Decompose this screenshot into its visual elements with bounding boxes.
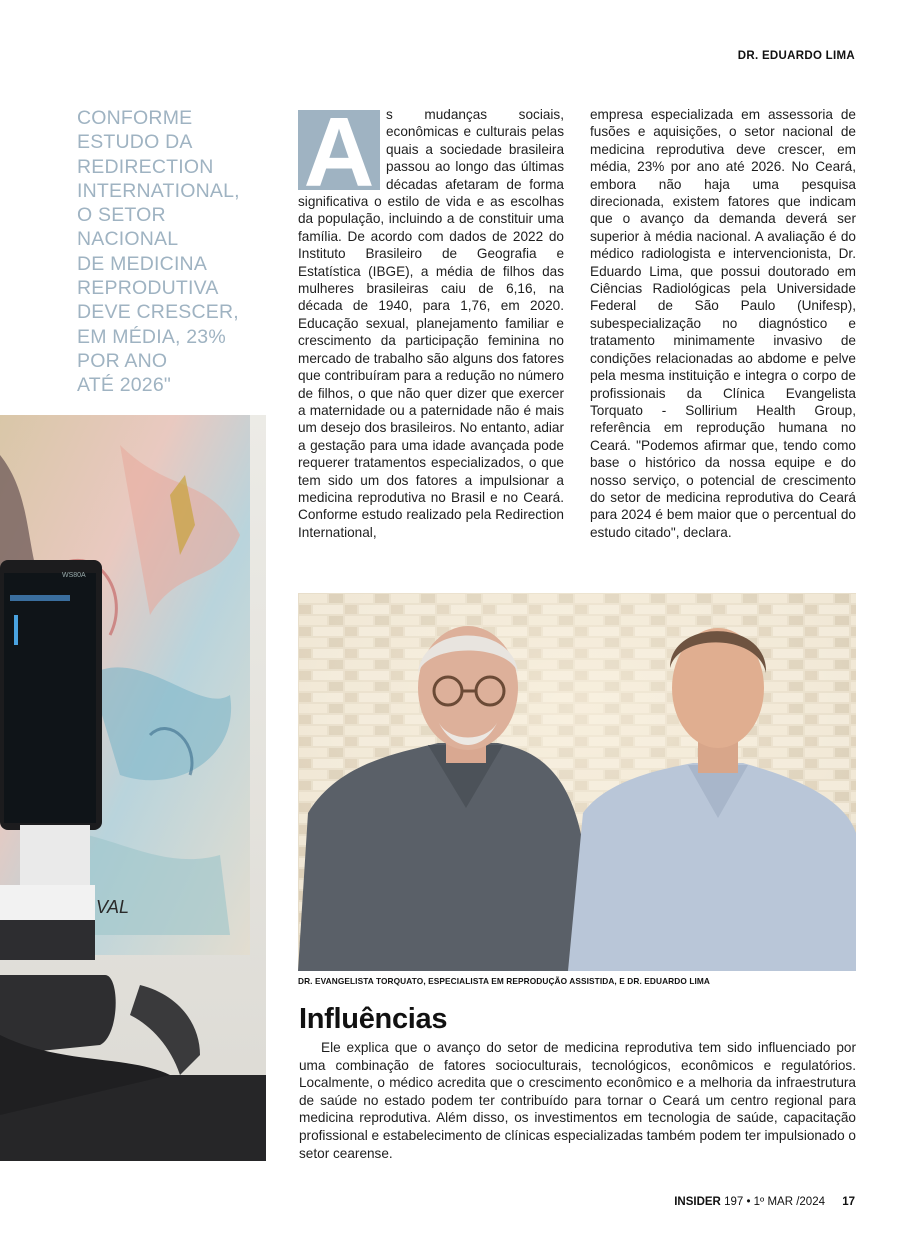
section-paragraph: Ele explica que o avanço do setor de medicina reprodutiva tem sido influenciado por uma combinação de fatores socioculturais, tecnológicos, econômicos e regulatórios. Localmente, o médico acredita que o crescimento econômico e a melhoria da infraestrutura de saúde no estado podem ter contribuído para tornar o Ceará um centro regional para medicina reprodutiva. Além disso, os investimentos em tecnologia de saúde, capacitação profissional e estabelecimento de clínicas especializadas também podem ter impulsionado o setor cearense.	[299, 1040, 856, 1161]
pull-quote-line: INTERNATIONAL,	[77, 179, 240, 202]
clinic-photo	[0, 415, 266, 1161]
section-body	[299, 1039, 856, 1162]
monitor-label: WS80A	[62, 572, 86, 579]
pull-quote-line: DEVE CRESCER,	[77, 301, 239, 324]
svg-text:A: A	[303, 110, 375, 190]
doctors-photo	[298, 593, 856, 971]
drop-cap	[298, 110, 380, 190]
photo-caption: DR. EVANGELISTA TORQUATO, ESPECIALISTA EM REPRODUÇÃO ASSISTIDA, E DR. EDUARDO LIMA	[298, 976, 711, 986]
pull-quote	[77, 106, 267, 398]
author-name: DR. EDUARDO LIMA	[737, 50, 855, 62]
pull-quote-line: ESTUDO DA	[77, 131, 193, 154]
magazine-name: INSIDER	[674, 1196, 721, 1208]
pull-quote-line: DE MEDICINA	[77, 252, 208, 275]
painting-signature: VAL	[96, 897, 130, 917]
pull-quote-line: REDIRECTION	[77, 155, 214, 178]
article-column-1	[298, 106, 564, 541]
pull-quote-line: ATÉ 2026"	[77, 374, 171, 397]
page-number: 17	[842, 1196, 855, 1208]
pull-quote-line: REPRODUTIVA	[77, 277, 219, 300]
issue-info: 197 • 1º MAR /2024	[724, 1196, 825, 1208]
section-heading: Influências	[299, 1003, 448, 1035]
pull-quote-line: EM MÉDIA, 23%	[77, 325, 226, 348]
pull-quote-line: NACIONAL	[77, 228, 179, 251]
page-footer	[674, 1196, 855, 1208]
article-column-2	[590, 106, 856, 541]
article-text-col2: empresa especializada em assessoria de fusões e aquisições, o setor nacional de medicina reprodutiva deve crescer, em média, 23% por ano até 2026. No Ceará, embora não haja uma pesquisa direcionada, existem fatores que indicam que o avanço da demanda deverá ser superior à média nacional. A avaliação é do médico radiologista e intervencionista, Dr. Eduardo Lima, que possui doutorado em Ciências Radiológicas pela Universidade Federal de São Paulo (Unifesp), subespecialização no diagnóstico e tratamento minimamente invasivo de condições relacionadas ao abdome e pelve pela mesma instituição e integra o corpo de profissionais da Clínica Evangelista Torquato - Sollirium Health Group, referência em reprodução humana no Ceará. "Podemos afirmar que, tendo como base o histórico da nossa equipe e do nosso serviço, o potencial de crescimento do setor de medicina reprodutiva do Ceará para 2024 é bem maior que o percentual do estudo citado", declara.	[590, 107, 856, 540]
pull-quote-line: CONFORME	[77, 107, 193, 129]
article-text-col1: s mudanças sociais, econômicas e culturais pelas quais a sociedade brasileira passou ao longo das últimas décadas afetaram de forma significativa o estilo de vida e as escolhas da população, incluindo a de constituir uma família. De acordo com dados de 2022 do Instituto Brasileiro de Geografia e Estatística (IBGE), a média de filhos das mulheres brasileiras caiu de 6,16, na década de 1940, para 1,76, em 2020. Educação sexual, planejamento familiar e crescimento da participação feminina no mercado de trabalho são alguns dos fatores que contribuíram para a redução no número de filhos, o que não quer dizer que exercer a maternidade ou a paternidade não é mais um desejo dos brasileiros. No entanto, adiar a gestação para uma idade avançada pode requerer tratamentos especializados, o que tem sido um dos fatores a impulsionar a medicina reprodutiva no Brasil e no Ceará. Conforme estudo realizado pela Redirection International,	[298, 107, 564, 540]
pull-quote-line: O SETOR	[77, 204, 166, 227]
pull-quote-line: POR ANO	[77, 349, 168, 372]
